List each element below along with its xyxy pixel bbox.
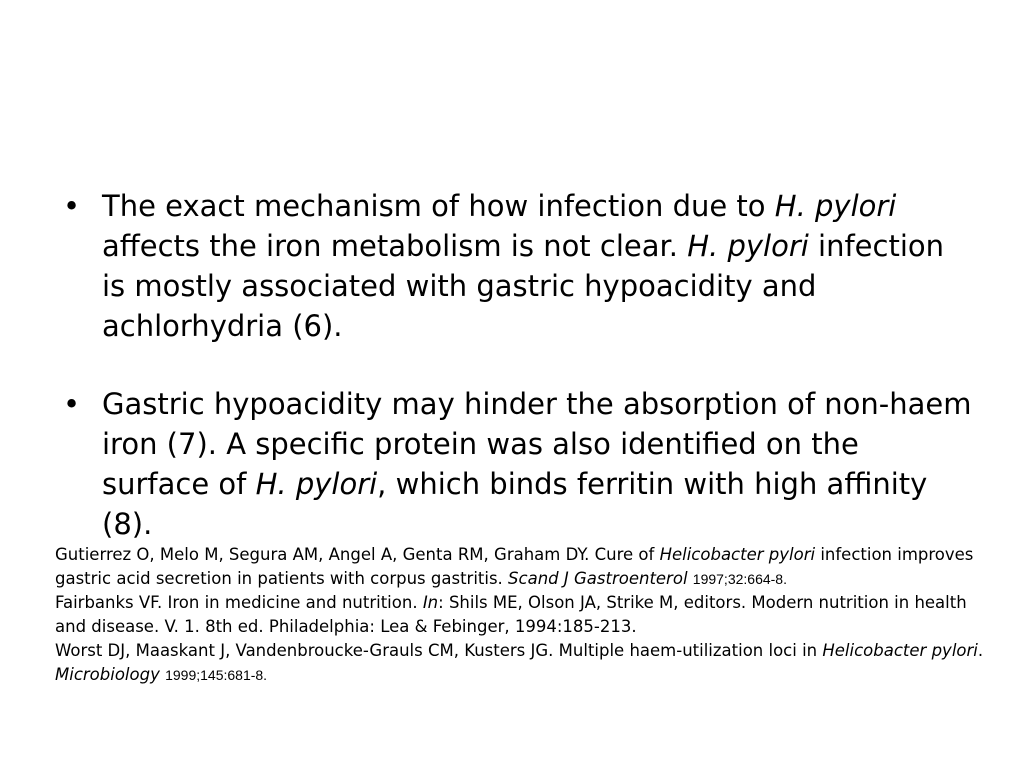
reference-item — [55, 639, 985, 687]
reference-item — [55, 591, 985, 639]
journal-name: Microbiology — [55, 665, 160, 684]
bullet-text-run: affects the iron metabolism is not clear. — [102, 229, 688, 263]
citation-details: 1999;145:681-8. — [165, 667, 268, 683]
bullet-item — [55, 384, 975, 544]
references — [55, 543, 985, 687]
species-name: H. pylori — [774, 189, 897, 223]
bullet-list — [55, 186, 975, 582]
reference-text-run: Fairbanks VF. Iron in medicine and nutrition. — [55, 593, 423, 612]
bullet-text-run: infection is mostly associated with gastric hypoacidity and achlorhydria (6). — [102, 229, 945, 343]
reference-item — [55, 543, 985, 591]
reference-text-run: infection improves gastric acid secretion in patients with corpus gastritis. — [55, 545, 974, 588]
bullet-icon: • — [63, 387, 81, 421]
bullet-text-run: The exact mechanism of how infection due to — [102, 189, 775, 223]
species-name: H. pylori — [255, 467, 378, 501]
species-name: H. pylori — [687, 229, 809, 263]
journal-name: Scand J Gastroenterol — [508, 569, 688, 588]
species-name: Helicobacter pylori — [659, 545, 816, 564]
reference-text-run: : Shils ME, Olson JA, Strike M, editors. Modern nutrition in health and disease. V. 1. 8th ed. Philadelphia: Lea & Febinger, 1994:185-213. — [55, 593, 967, 636]
citation-details: 1997;32:664-8. — [692, 571, 787, 587]
reference-text-run: Gutierrez O, Melo M, Segura AM, Angel A, Genta RM, Graham DY. Cure of — [55, 545, 660, 564]
bullet-icon: • — [63, 189, 81, 223]
bullet-text — [102, 189, 944, 343]
reference-text-run: . — [977, 641, 984, 660]
reference-italic-term: In — [422, 593, 439, 612]
species-name: Helicobacter pylori — [822, 641, 978, 660]
bullet-item — [55, 186, 975, 346]
bullet-text-run: , which binds ferritin with high affinity (8). — [102, 467, 928, 541]
bullet-text — [102, 387, 971, 541]
reference-text-run: Worst DJ, Maaskant J, Vandenbroucke-Grauls CM, Kusters JG. Multiple haem-utilization loci in — [55, 641, 823, 660]
bullet-text-run: Gastric hypoacidity may hinder the absorption of non-haem iron (7). A specific protein was also identified on the surface of — [102, 387, 972, 501]
